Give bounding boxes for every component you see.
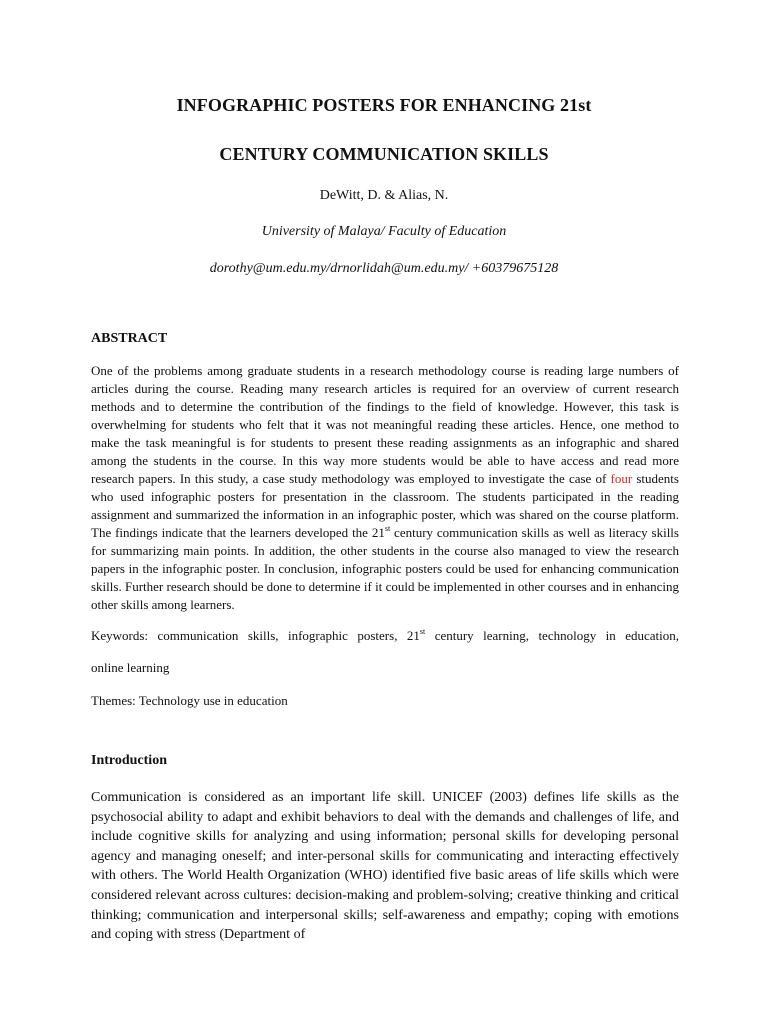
keywords-text-part-1: Keywords: communication skills, infographic posters, 21 bbox=[91, 628, 420, 643]
abstract-heading: ABSTRACT bbox=[91, 331, 168, 346]
contact-info: dorothy@um.edu.my/drnorlidah@um.edu.my/ +60379675128 bbox=[209, 261, 559, 276]
abstract-text-part-1: One of the problems among graduate students in a research methodology course is reading large numbers of articles during the course. Reading many research articles is required for an overview of current research methods and to determine the contribution of the findings to the field of knowledge. However, this task is overwhelming for students who felt that it was not meaningful reading these articles. Hence, one method to make the task meaningful is for students to present these reading assignments as an infographic and shared among the students in the course. In this way more students would be able to have access and read more research papers. In this study, a case study methodology was employed to investigate the case of bbox=[91, 363, 679, 486]
keywords-line-2: online learning bbox=[91, 660, 170, 675]
paper-title-line-1: INFOGRAPHIC POSTERS FOR ENHANCING 21st bbox=[176, 95, 592, 115]
keywords-text-part-2: century learning, technology in education, bbox=[425, 628, 680, 643]
keywords-line-1 bbox=[91, 628, 679, 644]
keywords-superscript: st bbox=[419, 627, 426, 636]
introduction-heading: Introduction bbox=[91, 753, 167, 768]
themes-line: Themes: Technology use in education bbox=[91, 693, 288, 708]
paper-title-line-2: CENTURY COMMUNICATION SKILLS bbox=[219, 144, 549, 164]
abstract-highlight-word: four bbox=[610, 471, 633, 486]
affiliation: University of Malaya/ Faculty of Education bbox=[261, 224, 507, 239]
abstract-text-part-2: students who used infographic posters for presentation in the classroom. The students participated in the reading assignment and summarized the information in an infographic poster, which was shared on the course platform. The findings indicate that the learners developed the 21 bbox=[91, 471, 679, 540]
authors: DeWitt, D. & Alias, N. bbox=[319, 188, 449, 203]
abstract-paragraph bbox=[91, 362, 679, 614]
abstract-superscript: st bbox=[384, 524, 391, 533]
introduction-paragraph: Communication is considered as an important life skill. UNICEF (2003) defines life skills as the psychosocial ability to adapt and exhibit behaviors to deal with the demands and challenges of life, and include cognitive skills for analyzing and using information; personal skills for developing personal agency and managing oneself; and inter-personal skills for communicating and interacting effectively with others. The World Health Organization (WHO) identified five basic areas of life skills which were considered relevant across cultures: decision-making and problem-solving; creative thinking and critical thinking; communication and interpersonal skills; self-awareness and empathy; coping with emotions and coping with stress (Department of bbox=[91, 790, 679, 943]
abstract-text-part-3: century communication skills as well as literacy skills for summarizing main points. In addition, the other students in the course also managed to view the research papers in the infographic poster. In conclusion, infographic posters could be used for enhancing communication skills. Further research should be done to determine if it could be implemented in other courses and in enhancing other skills among learners. bbox=[91, 525, 679, 612]
